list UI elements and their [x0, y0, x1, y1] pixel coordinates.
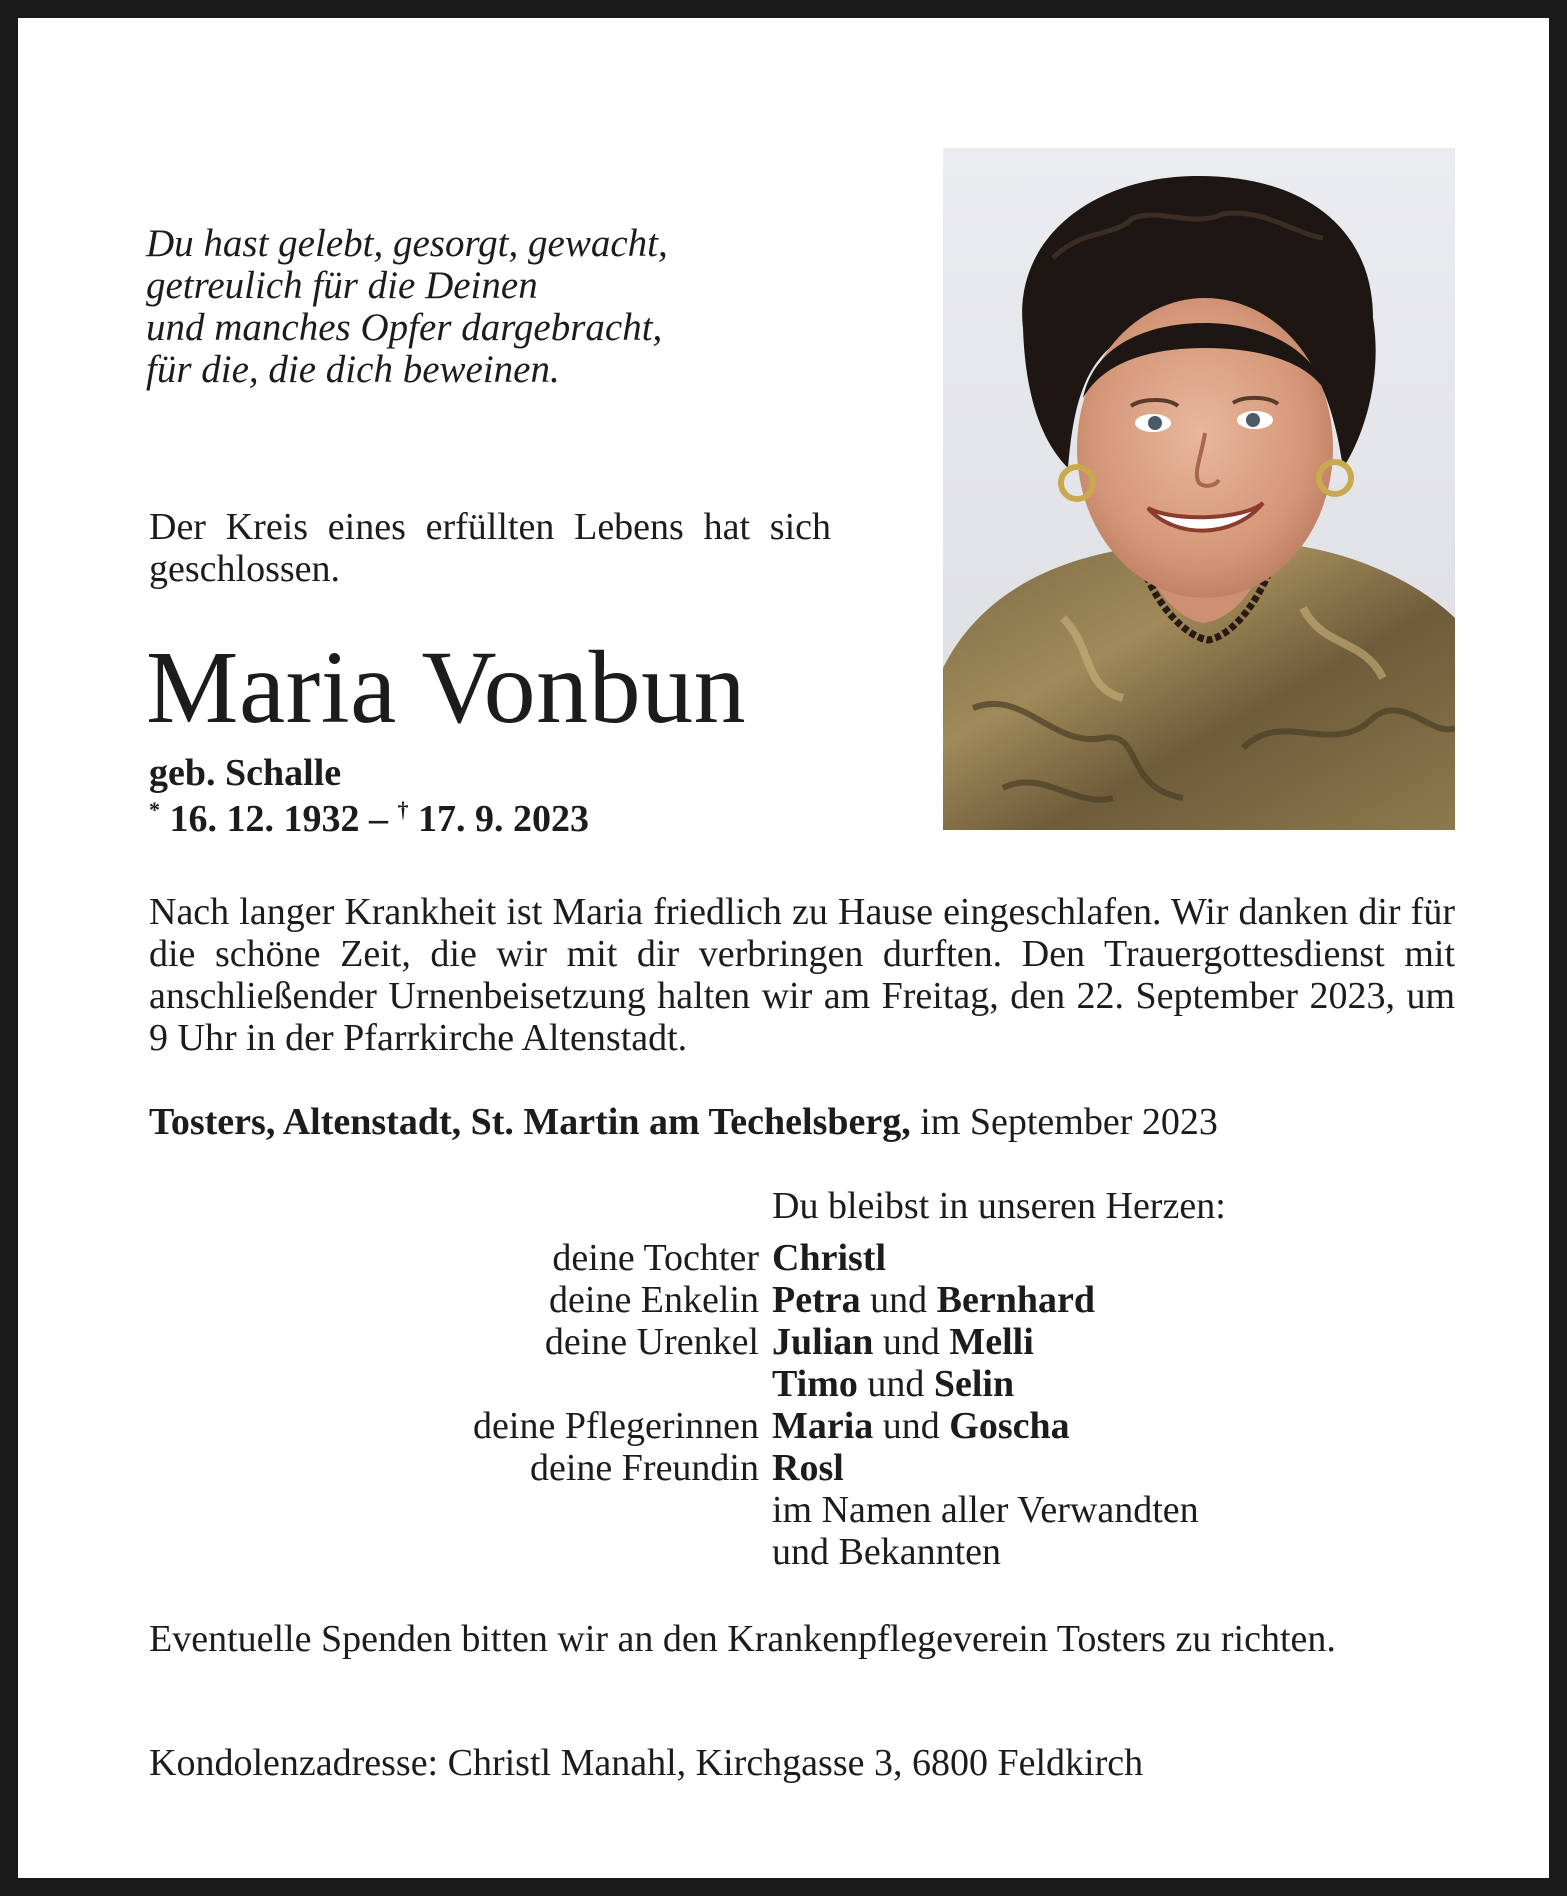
family-row [149, 1405, 1455, 1447]
relation-names [772, 1237, 886, 1279]
relation-label: deine Tochter [552, 1237, 759, 1279]
places-line [149, 1101, 1218, 1143]
conjunction: und [882, 1405, 940, 1447]
relation-names [772, 1447, 844, 1489]
family-row [149, 1531, 1455, 1573]
family-name: Timo [772, 1363, 858, 1405]
conjunction: und [870, 1279, 928, 1321]
poem-line: und manches Opfer dargebracht, [146, 306, 663, 349]
places-date: im September 2023 [910, 1101, 1218, 1143]
relation-names [772, 1321, 1034, 1363]
family-name: Selin [933, 1363, 1015, 1405]
closing-line: und Bekannten [772, 1531, 1002, 1573]
family-row [149, 1363, 1455, 1405]
family-name: Melli [949, 1321, 1034, 1363]
family-row [149, 1321, 1455, 1363]
death-symbol: † [397, 797, 409, 822]
relation-names [772, 1279, 1095, 1321]
places-bold: Tosters, Altenstadt, St. Martin am Techelsberg, [149, 1101, 911, 1143]
relation-label-empty [149, 1531, 772, 1573]
family-heading: Du bleibst in unseren Herzen: [772, 1185, 1226, 1227]
birth-symbol: * [149, 797, 160, 822]
portrait-photo [943, 148, 1455, 830]
relation-label: deine Pflegerinnen [473, 1405, 759, 1447]
relation-label: deine Urenkel [544, 1321, 759, 1363]
relation-label: deine Freundin [529, 1447, 759, 1489]
birth-date: 16. 12. 1932 [169, 798, 360, 840]
relation-label-empty [149, 1363, 772, 1405]
portrait-illustration [943, 148, 1455, 830]
family-row [149, 1279, 1455, 1321]
relation-label: deine Enkelin [549, 1279, 759, 1321]
conjunction: und [882, 1321, 940, 1363]
poem-line: für die, die dich beweinen. [146, 348, 560, 391]
conjunction: und [867, 1363, 925, 1405]
family-row [149, 1237, 1455, 1279]
closing-line: im Namen aller Verwandten [772, 1489, 1199, 1531]
poem-line: Du hast gelebt, gesorgt, gewacht, [146, 222, 668, 265]
family-name: Julian [772, 1321, 874, 1363]
life-dates [149, 798, 589, 840]
death-date: 17. 9. 2023 [418, 798, 589, 840]
relation-names [772, 1405, 1070, 1447]
condolence-address: Kondolenzadresse: Christl Manahl, Kirchgasse 3, 6800 Feldkirch [149, 1742, 1144, 1784]
relation-label-empty [149, 1489, 772, 1531]
family-list [149, 1237, 1455, 1573]
obituary-body: Nach langer Krankheit ist Maria friedlich zu Hause eingeschlafen. Wir danken dir für die schöne Zeit, die wir mit dir verbringen durften. Den Trauergottesdienst mit anschließender Urnenbeisetzung halten wir am Freitag, den 22. September 2023, um 9 Uhr in der Pfarrkirche Altenstadt. [149, 891, 1455, 1059]
family-name: Bernhard [936, 1279, 1095, 1321]
family-name: Rosl [772, 1447, 844, 1489]
deceased-name: Maria Vonbun [146, 630, 747, 745]
donations-note: Eventuelle Spenden bitten wir an den Krankenpflegeverein Tosters zu richten. [149, 1618, 1336, 1660]
family-name: Petra [772, 1279, 861, 1321]
memorial-poem [146, 223, 756, 391]
family-row [149, 1447, 1455, 1489]
maiden-name: geb. Schalle [149, 752, 342, 794]
relation-names [772, 1363, 1014, 1405]
date-separator: – [369, 798, 388, 840]
family-name: Goscha [949, 1405, 1070, 1447]
family-name: Christl [772, 1237, 886, 1279]
intro-text: Der Kreis eines erfüllten Lebens hat sich geschlossen. [149, 506, 831, 590]
poem-line: getreulich für die Deinen [146, 264, 538, 307]
family-row [149, 1489, 1455, 1531]
family-name: Maria [772, 1405, 874, 1447]
